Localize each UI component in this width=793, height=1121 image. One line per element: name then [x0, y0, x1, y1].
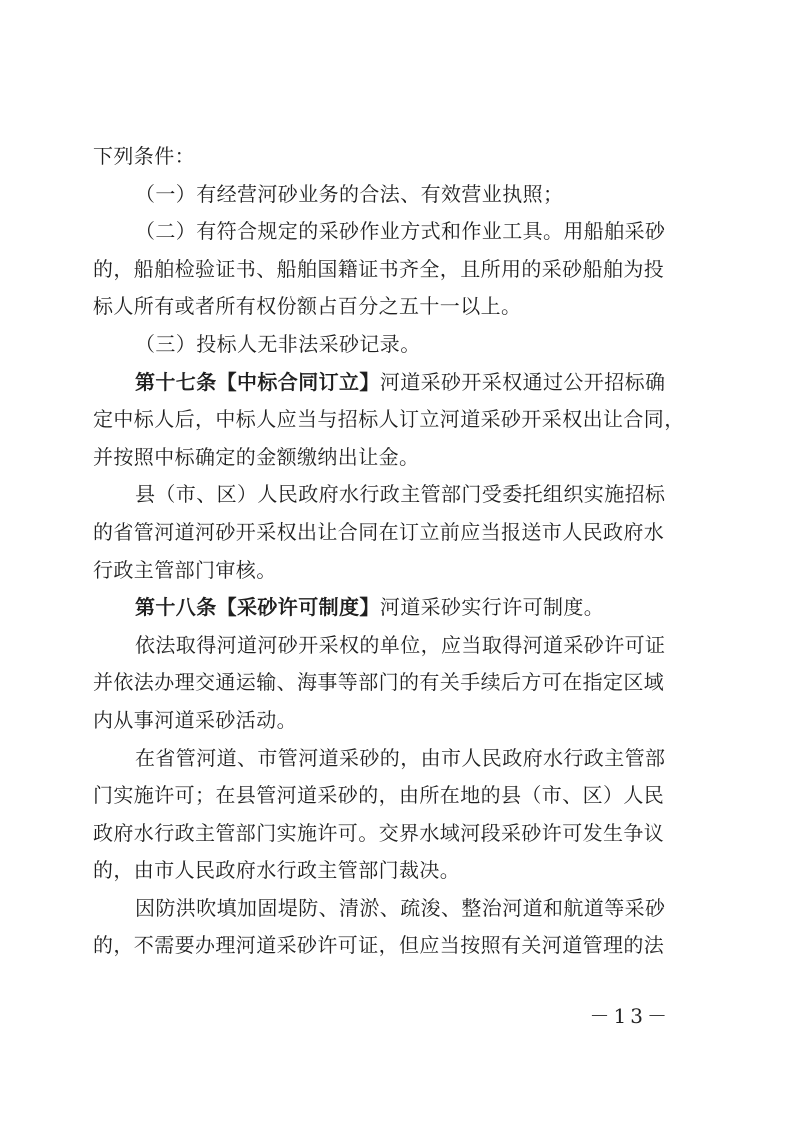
article-heading: 第十八条【采砂许可制度】 [135, 595, 380, 620]
line-text: 定中标人后，中标人应当与招标人订立河道采砂开采权出让合同， [93, 407, 685, 432]
text-line [93, 364, 683, 402]
text-line [93, 627, 683, 665]
body-text [93, 138, 683, 965]
text-line [93, 514, 683, 552]
line-text: 依法取得河道河砂开采权的单位，应当取得河道采砂许可证 [135, 632, 666, 657]
text-line [93, 176, 683, 214]
text-line [93, 138, 683, 176]
line-text: 河道采砂开采权通过公开招标确 [379, 369, 666, 394]
line-text: 下列条件： [93, 144, 195, 168]
text-line [93, 251, 683, 289]
text-line [93, 589, 683, 627]
text-line [93, 476, 683, 514]
text-line [93, 927, 683, 965]
article-heading: 第十七条【中标合同订立】 [135, 369, 380, 394]
line-text: 的，不需要办理河道采砂许可证，但应当按照有关河道管理的法 [93, 933, 665, 958]
line-text: 的省管河道河砂开采权出让合同在订立前应当报送市人民政府水 [93, 519, 665, 544]
line-text: 标人所有或者所有权份额占百分之五十一以上。 [93, 294, 522, 319]
text-line [93, 890, 683, 928]
line-text: 行政主管部门审核。 [93, 557, 277, 582]
line-text: 门实施许可；在县管河道采砂的，由所在地的县（市、区）人民 [93, 783, 665, 808]
text-line [93, 815, 683, 853]
text-line [93, 213, 683, 251]
line-text: 的，船舶检验证书、船舶国籍证书齐全，且所用的采砂船舶为投 [93, 256, 665, 281]
text-line [93, 552, 683, 590]
line-text: 政府水行政主管部门实施许可。交界水域河段采砂许可发生争议 [93, 820, 665, 845]
line-text: （一）有经营河砂业务的合法、有效营业执照； [135, 181, 564, 206]
text-line [93, 326, 683, 364]
page-number: －13－ [589, 1004, 671, 1028]
text-line [93, 288, 683, 326]
text-line [93, 740, 683, 778]
line-text: （三）投标人无非法采砂记录。 [135, 331, 421, 356]
text-line [93, 852, 683, 890]
text-line [93, 401, 683, 439]
line-text: 并依法办理交通运输、海事等部门的有关手续后方可在指定区域 [93, 670, 665, 695]
text-line [93, 777, 683, 815]
line-text: 的，由市人民政府水行政主管部门裁决。 [93, 858, 461, 883]
line-text: 在省管河道、市管河道采砂的，由市人民政府水行政主管部 [135, 745, 666, 770]
line-text: 内从事河道采砂活动。 [93, 707, 297, 732]
line-text: 河道采砂实行许可制度。 [379, 595, 605, 620]
line-text: 并按照中标确定的金额缴纳出让金。 [93, 444, 420, 469]
text-line [93, 664, 683, 702]
text-line [93, 702, 683, 740]
line-text: （二）有符合规定的采砂作业方式和作业工具。用船舶采砂 [135, 219, 666, 244]
line-text: 因防洪吹填加固堤防、清淤、疏浚、整治河道和航道等采砂 [135, 895, 666, 920]
text-line [93, 439, 683, 477]
line-text: 县（市、区）人民政府水行政主管部门受委托组织实施招标 [135, 482, 666, 507]
